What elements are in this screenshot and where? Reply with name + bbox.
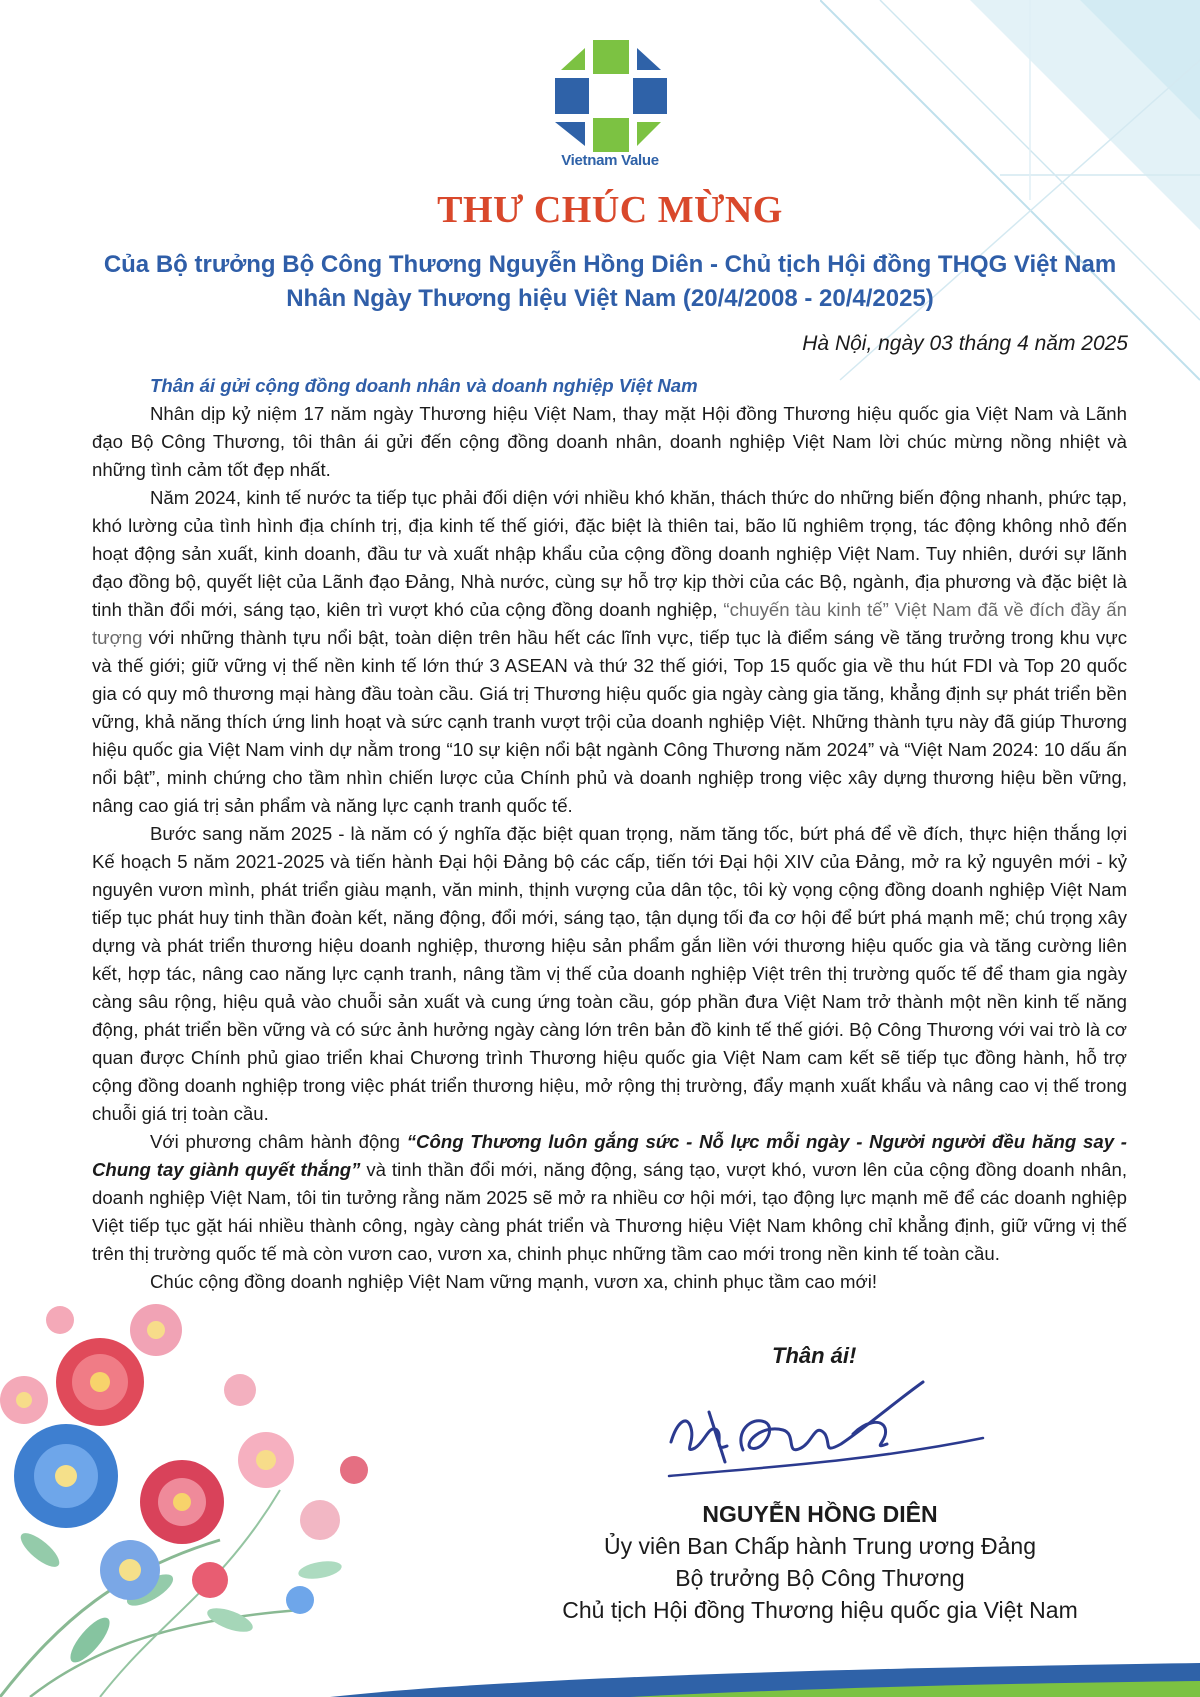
signer-name: NGUYỄN HỒNG DIÊN — [702, 1501, 938, 1527]
paragraph-4 — [92, 1128, 1127, 1268]
paragraph-1: Nhân dịp kỷ niệm 17 năm ngày Thương hiệu Việt Nam, thay mặt Hội đồng Thương hiệu quốc gia Việt Nam và Lãnh đạo Bộ Công Thương, tôi thân ái gửi đến cộng đồng doanh nhân, doanh nghiệp Việt Nam lời chúc mừng nồng nhiệt và những tình cảm tốt đẹp nhất. — [92, 403, 1127, 480]
signer-role-3: Chủ tịch Hội đồng Thương hiệu quốc gia Việt Nam — [562, 1597, 1078, 1623]
motto: “Công Thương luôn gắng sức - Nỗ lực mỗi ngày - Người người đều hăng say - Chung tay giành quyết thắng” — [92, 1131, 1127, 1180]
paragraph-5: Chúc cộng đồng doanh nghiệp Việt Nam vững mạnh, vươn xa, chinh phục tầm cao mới! — [150, 1271, 877, 1292]
floral-decoration — [0, 1290, 440, 1697]
vietnam-value-logo-icon — [555, 40, 667, 152]
dateline: Hà Nội, ngày 03 tháng 4 năm 2025 — [802, 332, 1128, 355]
signer-role-1: Ủy viên Ban Chấp hành Trung ương Đảng — [604, 1533, 1036, 1559]
salutation: Thân ái gửi cộng đồng doanh nhân và doanh nghiệp Việt Nam — [150, 375, 698, 396]
paragraph-2-part-a: Năm 2024, kinh tế nước ta tiếp tục phải đối diện với nhiều khó khăn, thách thức do những biến động nhanh, phức tạp, khó lường của tình hình địa chính trị, địa kinh tế thế giới, đặc biệt là thiên tai, bão lũ nghiêm trọng, tác động không nhỏ đến hoạt động sản xuất, kinh doanh, đầu tư và xuất nhập khẩu của cộng đồng doanh nghiệp Việt Nam. Tuy nhiên, dưới sự lãnh đạo đồng bộ, quyết liệt của Lãnh đạo Đảng, Nhà nước, cùng sự hỗ trợ kịp thời của các Bộ, ngành, địa phương và đặc biệt là tinh thần đổi mới, sáng tạo, kiên trì vượt khó của cộng đồng doanh nghiệp, — [92, 487, 1127, 620]
paragraph-4-part-b: và tinh thần đổi mới, năng động, sáng tạo, vượt khó, vươn lên của cộng đồng doanh nhân, doanh nghiệp Việt Nam, tôi tin tưởng rằng năm 2025 sẽ mở ra nhiều cơ hội mới, tạo động lực mạnh mẽ để các doanh nghiệp Việt tiếp tục gặt hái nhiều thành công, ngày càng phát triển và Thương hiệu Việt Nam không chỉ khẳng định, giữ vững vị thế trên thị trường quốc tế mà còn vươn cao, vươn xa, chinh phục những tầm cao mới trong nền kinh tế toàn cầu. — [92, 1159, 1127, 1264]
letter-body — [92, 372, 1127, 1296]
logo-text: Vietnam Value — [561, 152, 659, 169]
paragraph-4-part-a: Với phương châm hành động — [150, 1131, 407, 1152]
signer-block — [520, 1498, 1120, 1626]
closing-greeting: Thân ái! — [772, 1343, 857, 1368]
paragraph-2 — [92, 484, 1127, 820]
subtitle-line-2: Nhân Ngày Thương hiệu Việt Nam (20/4/2008 - 20/4/2025) — [286, 285, 934, 312]
bottom-bar-decoration — [330, 1657, 1200, 1697]
paragraph-2-highlight: “chuyến tàu kinh tế” Việt Nam đã về đích đầy ấn tượng — [92, 599, 1127, 648]
letter-subtitle — [60, 248, 1160, 316]
letter-title: THƯ CHÚC MỪNG — [437, 189, 783, 231]
paragraph-3: Bước sang năm 2025 - là năm có ý nghĩa đặc biệt quan trọng, năm tăng tốc, bứt phá để về đích, thực hiện thắng lợi Kế hoạch 5 năm 2021-2025 và tiến hành Đại hội Đảng bộ các cấp, tiến tới Đại hội XIV của Đảng, mở ra kỷ nguyên mới - kỷ nguyên vươn mình, phát triển giàu mạnh, văn minh, thịnh vượng của dân tộc, tôi kỳ vọng cộng đồng doanh nghiệp Việt Nam tiếp tục phát huy tinh thần đoàn kết, năng động, đổi mới, sáng tạo, tận dụng tối đa cơ hội để bứt phá mạnh mẽ; chú trọng xây dựng và phát triển thương hiệu doanh nghiệp, thương hiệu sản phẩm gắn liền với thương hiệu quốc gia và tăng cường liên kết, hợp tác, nâng cao năng lực cạnh tranh, nâng tầm vị thế của doanh nghiệp Việt trên thị trường quốc tế để tham gia ngày càng sâu rộng, hiệu quả vào chuỗi sản xuất và cung ứng toàn cầu, góp phần đưa Việt Nam trở thành một nền kinh tế năng động, phát triển bền vững và có sức ảnh hưởng ngày càng lớn trên bản đồ kinh tế thế giới. Bộ Công Thương với vai trò là cơ quan được Chính phủ giao triển khai Chương trình Thương hiệu quốc gia Việt Nam cam kết sẽ tiếp tục đồng hành, hỗ trợ cộng đồng doanh nghiệp trong việc phát triển thương hiệu, mở rộng thị trường, đẩy mạnh xuất khẩu và nâng cao vị thế trong chuỗi giá trị toàn cầu. — [92, 823, 1127, 1124]
signature-icon — [665, 1372, 985, 1492]
subtitle-line-1: Của Bộ trưởng Bộ Công Thương Nguyễn Hồng Diên - Chủ tịch Hội đồng THQG Việt Nam — [103, 251, 1117, 278]
paragraph-2-part-b: với những thành tựu nổi bật, toàn diện trên hầu hết các lĩnh vực, tiếp tục là điểm sáng về tăng trưởng trong khu vực và thế giới; giữ vững vị thế nền kinh tế lớn thứ 3 ASEAN và thứ 32 thế giới, Top 15 quốc gia về thu hút FDI và Top 20 quốc gia có quy mô thương mại hàng đầu toàn cầu. Giá trị Thương hiệu quốc gia ngày càng gia tăng, khẳng định sự phát triển bền vững, khả năng thích ứng linh hoạt và sức cạnh tranh vượt trội của doanh nghiệp Việt. Những thành tựu này đã giúp Thương hiệu quốc gia Việt Nam vinh dự nằm trong “10 sự kiện nổi bật ngành Công Thương năm 2024” và “Việt Nam 2024: 10 dấu ấn nổi bật”, minh chứng cho tầm nhìn chiến lược của Chính phủ và doanh nghiệp trong việc xây dựng thương hiệu bền vững, nâng cao giá trị sản phẩm và năng lực cạnh tranh quốc tế. — [92, 627, 1127, 816]
signer-role-2: Bộ trưởng Bộ Công Thương — [675, 1565, 965, 1591]
